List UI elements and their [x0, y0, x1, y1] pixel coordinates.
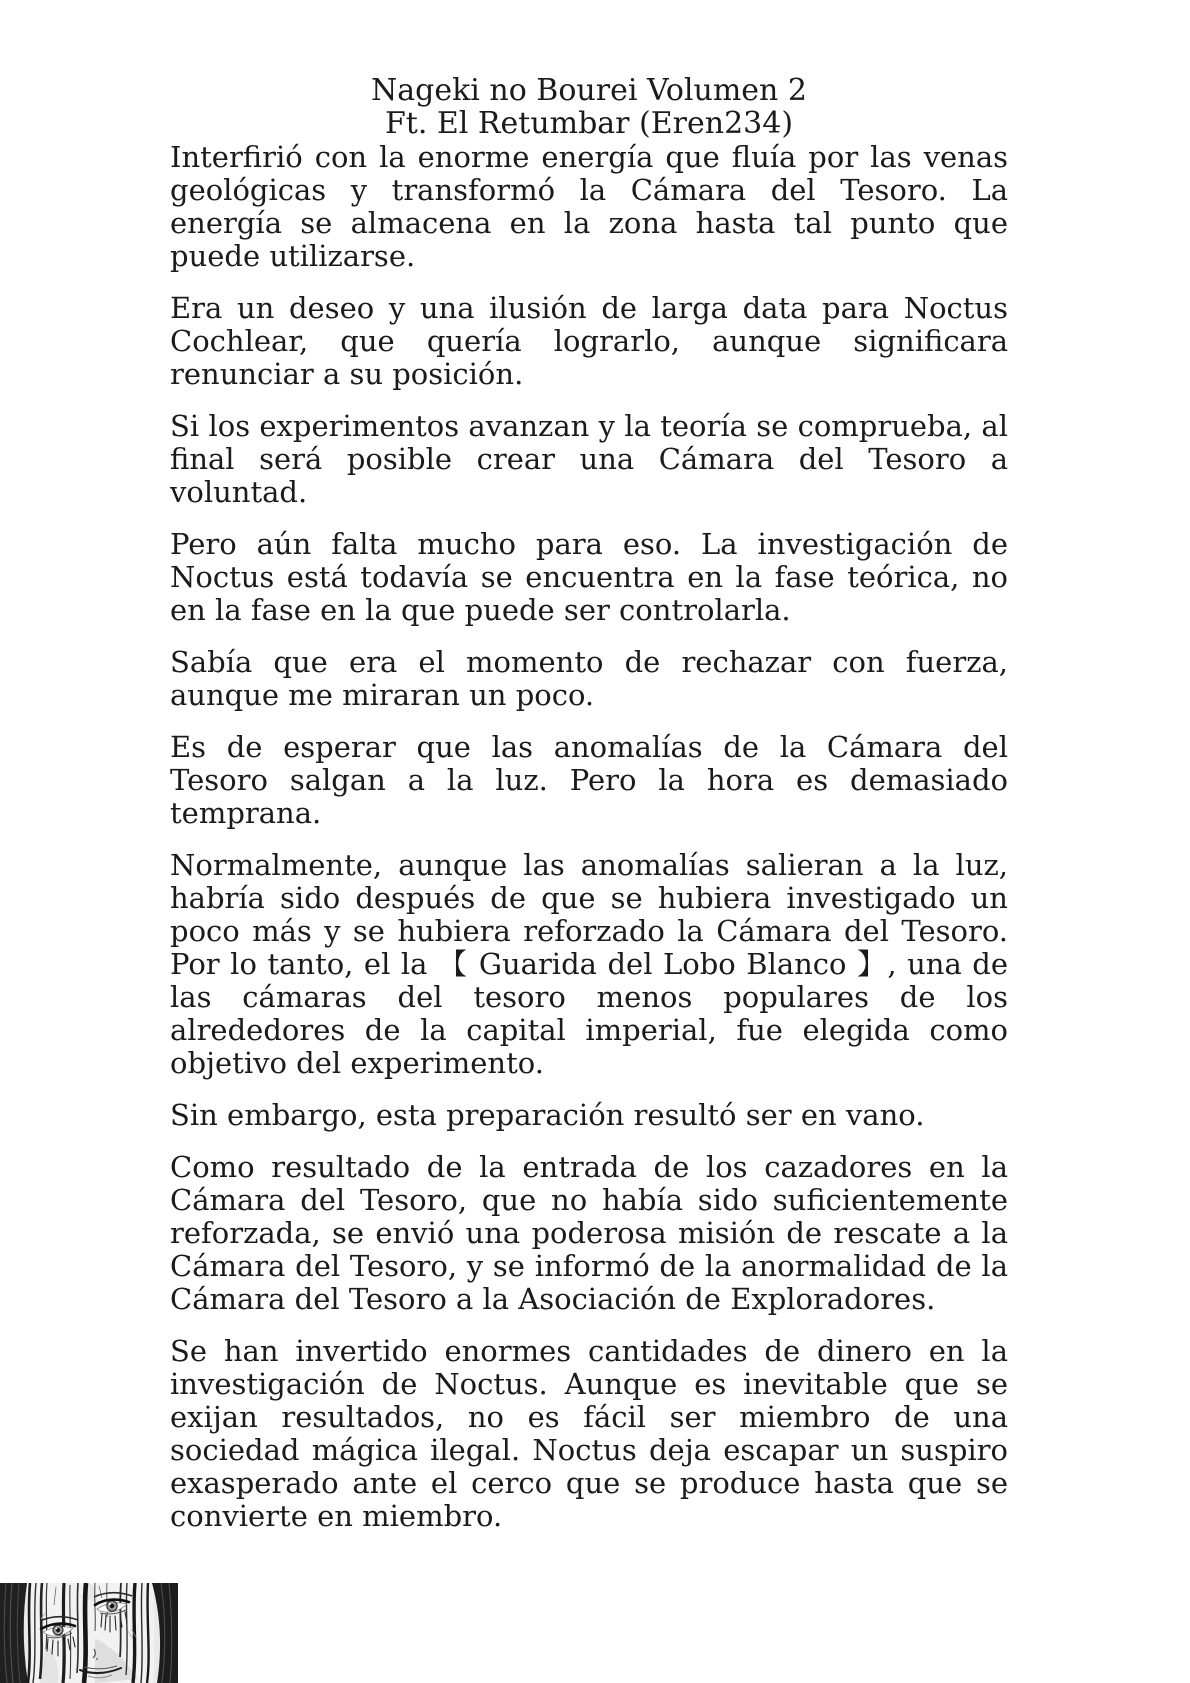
manga-face-illustration [0, 1583, 178, 1683]
paragraph-1: Interfirió con la enorme energía que fluía por las venas geológicas y transformó la Cámara del Tesoro. La energía se almacena en la zona hasta tal punto que puede utilizarse. [170, 140, 1008, 273]
paragraph-2: Era un deseo y una ilusión de larga data para Noctus Cochlear, que quería lograrlo, aunque significara renunciar a su posición. [170, 291, 1008, 391]
title-line-1: Nageki no Bourei Volumen 2 [370, 73, 807, 108]
title-line-2: Ft. El Retumbar (Eren234) [384, 106, 794, 141]
manga-face-image [0, 1583, 178, 1683]
paragraph-4: Pero aún falta mucho para eso. La investigación de Noctus está todavía se encuentra en la fase teórica, no en la fase en la que puede ser controlarla. [170, 527, 1008, 627]
paragraph-7: Normalmente, aunque las anomalías salieran a la luz, habría sido después de que se hubiera investigado un poco más y se hubiera reforzado la Cámara del Tesoro. Por lo tanto, el la 【 Guarida del Lobo Blanco 】, una de las cámaras del tesoro menos populares de los alrededores de la capital imperial, fue elegida como objetivo del experimento. [170, 848, 1008, 1080]
paragraph-9: Como resultado de la entrada de los cazadores en la Cámara del Tesoro, que no había sido suficientemente reforzada, se envió una poderosa misión de rescate a la Cámara del Tesoro, y se informó de la anormalidad de la Cámara del Tesoro a la Asociación de Exploradores. [170, 1150, 1008, 1316]
paragraph-6: Es de esperar que las anomalías de la Cámara del Tesoro salgan a la luz. Pero la hora es demasiado temprana. [170, 730, 1008, 830]
document-title [170, 74, 1008, 140]
paragraph-8: Sin embargo, esta preparación resultó ser en vano. [170, 1098, 925, 1132]
paragraph-3: Si los experimentos avanzan y la teoría se comprueba, al final será posible crear una Cámara del Tesoro a voluntad. [170, 409, 1008, 509]
paragraph-10: Se han invertido enormes cantidades de dinero en la investigación de Noctus. Aunque es inevitable que se exijan resultados, no es fácil ser miembro de una sociedad mágica ilegal. Noctus deja escapar un suspiro exasperado ante el cerco que se produce hasta que se convierte en miembro. [170, 1334, 1008, 1533]
document-body [170, 141, 1008, 1552]
paragraph-5: Sabía que era el momento de rechazar con fuerza, aunque me miraran un poco. [170, 645, 1008, 712]
